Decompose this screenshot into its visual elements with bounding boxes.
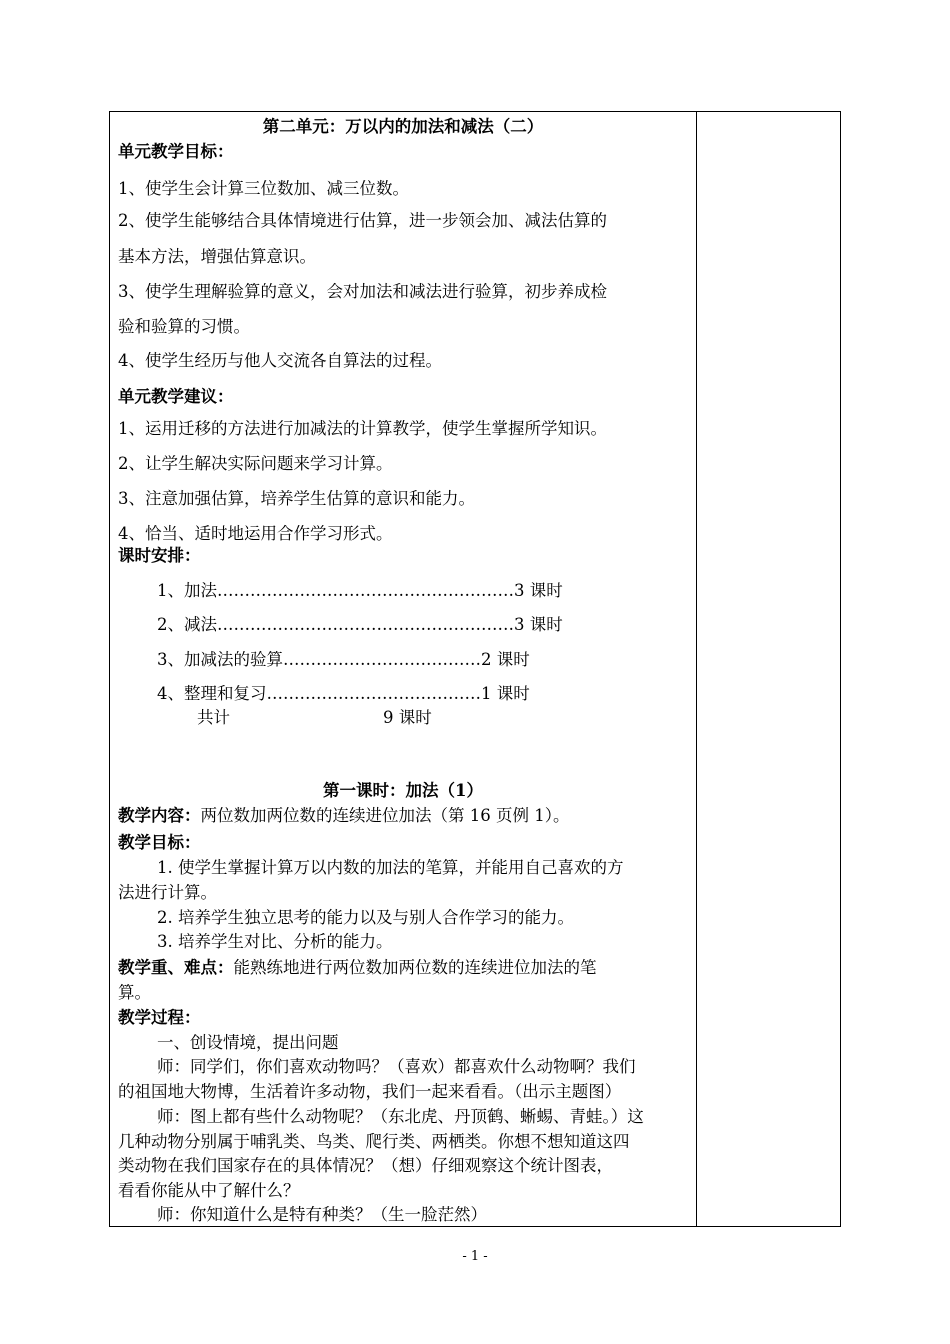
lesson-content-label: 教学内容： [118, 806, 201, 825]
schedule-item-3: 3、加减法的验算………………………………2 课时 [157, 650, 530, 669]
schedule-total-value: 9 课时 [383, 708, 432, 727]
unit-suggestion-1: 1、运用迁移的方法进行加减法的计算教学，使学生掌握所学知识。 [118, 419, 607, 438]
lesson-title: 第一课时：加法（1） [323, 781, 483, 800]
unit-goal-3-cont: 验和验算的习惯。 [118, 317, 250, 336]
lesson-key-text-cont: 算。 [118, 983, 151, 1002]
process-line-4: 师：图上都有些什么动物呢？（东北虎、丹顶鹤、蜥蜴、青蛙。）这 [157, 1107, 644, 1126]
unit-goals-heading: 单元教学目标： [118, 142, 234, 161]
column-divider [696, 112, 697, 1226]
lesson-goal-1: 1. 使学生掌握计算万以内数的加法的笔算，并能用自己喜欢的方 [157, 858, 624, 877]
lesson-goal-3: 3. 培养学生对比、分析的能力。 [157, 932, 393, 951]
lesson-goal-2: 2. 培养学生独立思考的能力以及与别人合作学习的能力。 [157, 908, 574, 927]
process-line-5: 几种动物分别属于哺乳类、鸟类、爬行类、两栖类。你想不想知道这四 [118, 1132, 630, 1151]
lesson-content-row [118, 806, 569, 826]
unit-goal-1: 1、使学生会计算三位数加、减三位数。 [118, 179, 409, 198]
schedule-total-label: 共计 [197, 708, 230, 727]
lesson-process-heading: 教学过程： [118, 1008, 201, 1027]
lesson-key-label: 教学重、难点： [118, 958, 234, 977]
page-number: - 1 - [462, 1249, 488, 1264]
lesson-content-text: 两位数加两位数的连续进位加法（第 16 页例 1）。 [200, 806, 570, 825]
main-content-cell [110, 112, 696, 1226]
process-line-2: 师：同学们，你们喜欢动物吗？（喜欢）都喜欢什么动物啊？我们 [157, 1057, 636, 1076]
lesson-plan-table [109, 111, 841, 1227]
unit-suggestions-heading: 单元教学建议： [118, 387, 234, 406]
unit-goal-2-cont: 基本方法，增强估算意识。 [118, 247, 316, 266]
unit-suggestion-2: 2、让学生解决实际问题来学习计算。 [118, 454, 393, 473]
schedule-item-2: 2、减法………………………………………………3 课时 [157, 615, 563, 634]
unit-goal-2: 2、使学生能够结合具体情境进行估算，进一步领会加、减法估算的 [118, 211, 607, 230]
unit-title: 第二单元：万以内的加法和减法（二） [262, 117, 544, 136]
process-line-8: 师：你知道什么是特有种类？（生一脸茫然） [157, 1205, 487, 1224]
process-line-1: 一、创设情境，提出问题 [157, 1033, 339, 1052]
schedule-heading: 课时安排： [118, 546, 201, 565]
lesson-key-row [118, 958, 597, 978]
process-line-7: 看看你能从中了解什么？ [118, 1181, 300, 1200]
lesson-key-text: 能熟练地进行两位数加两位数的连续进位加法的笔 [233, 958, 597, 977]
process-line-3: 的祖国地大物博，生活着许多动物，我们一起来看看。（出示主题图） [118, 1082, 622, 1101]
lesson-goal-1-cont: 法进行计算。 [118, 883, 217, 902]
unit-goal-3: 3、使学生理解验算的意义，会对加法和减法进行验算，初步养成检 [118, 282, 607, 301]
unit-goal-4: 4、使学生经历与他人交流各自算法的过程。 [118, 351, 442, 370]
unit-suggestion-4: 4、恰当、适时地运用合作学习形式。 [118, 524, 393, 543]
unit-suggestion-3: 3、注意加强估算，培养学生估算的意识和能力。 [118, 489, 475, 508]
schedule-item-4: 4、整理和复习…………………………………1 课时 [157, 684, 530, 703]
schedule-item-1: 1、加法………………………………………………3 课时 [157, 581, 563, 600]
lesson-goals-heading: 教学目标： [118, 833, 201, 852]
process-line-6: 类动物在我们国家存在的具体情况？（想）仔细观察这个统计图表， [118, 1156, 613, 1175]
